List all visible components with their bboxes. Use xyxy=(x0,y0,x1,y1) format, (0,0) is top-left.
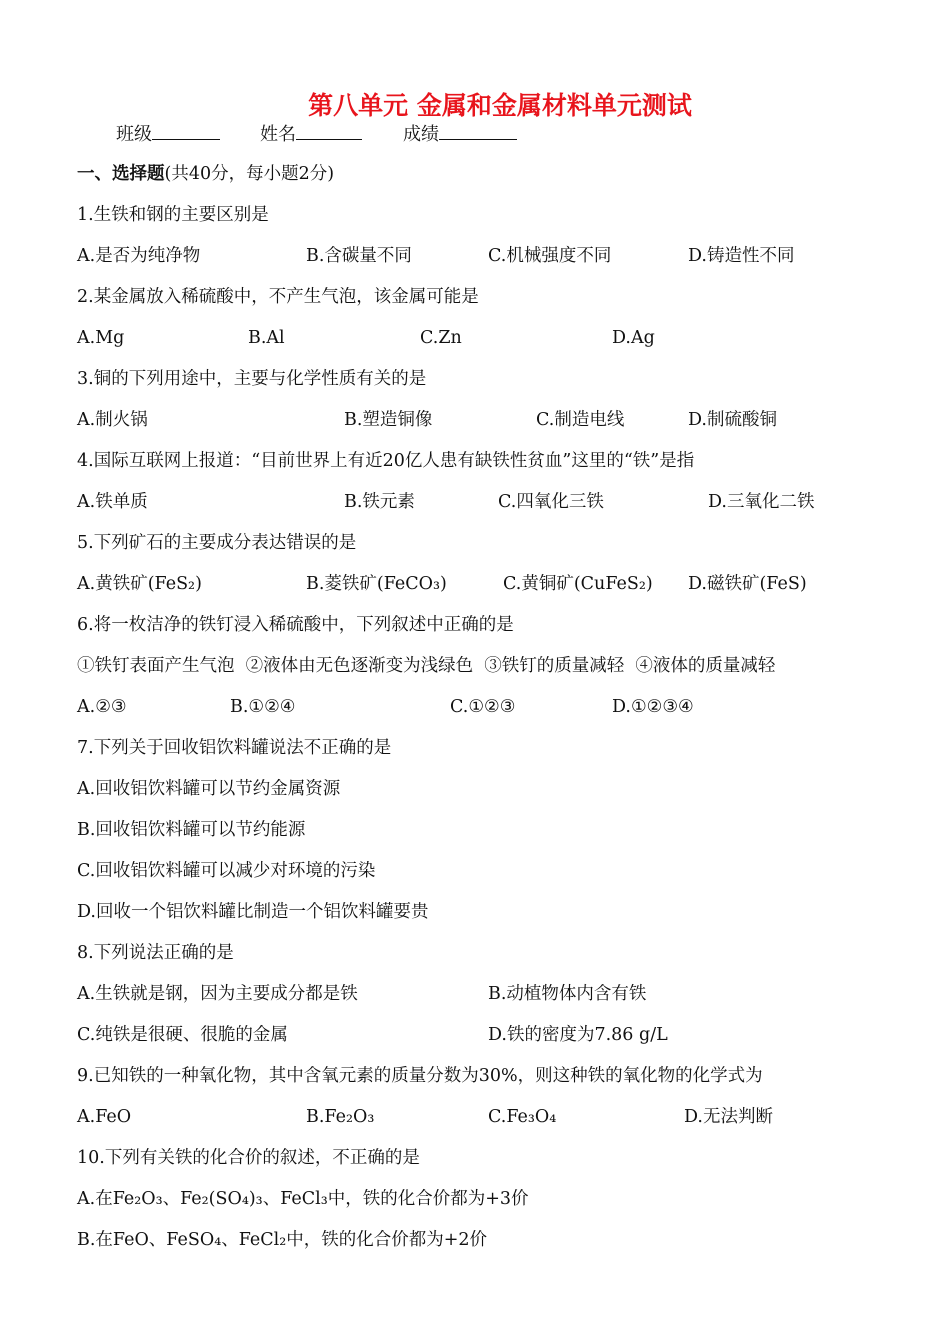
question-option: B.含碳量不同 xyxy=(306,246,412,266)
question-option: C.①②③ xyxy=(450,697,516,717)
question-option: B.在FeO、FeSO₄、FeCl₂中，铁的化合价都为+2价 xyxy=(77,1230,488,1250)
question-option: B.塑造铜像 xyxy=(344,410,433,430)
name-blank[interactable] xyxy=(296,123,362,140)
question-option: D.铁的密度为7.86 g/L xyxy=(488,1025,668,1045)
question-stem: 4.国际互联网上报道：“目前世界上有近20亿人患有缺铁性贫血”这里的“铁”是指 xyxy=(77,451,695,471)
question-option: B.①②④ xyxy=(230,697,296,717)
question-stem: 10.下列有关铁的化合价的叙述，不正确的是 xyxy=(77,1148,420,1168)
class-label: 班级 xyxy=(116,124,152,145)
question-stem: 3.铜的下列用途中，主要与化学性质有关的是 xyxy=(77,369,427,389)
question-option: A.回收铝饮料罐可以节约金属资源 xyxy=(77,779,341,799)
question-option: C.Fe₃O₄ xyxy=(488,1107,557,1127)
question-option: A.在Fe₂O₃、Fe₂(SO₄)₃、FeCl₃中，铁的化合价都为+3价 xyxy=(77,1189,529,1209)
question-option: A.是否为纯净物 xyxy=(77,246,201,266)
question-option: C.回收铝饮料罐可以减少对环境的污染 xyxy=(77,861,376,881)
question-option: B.回收铝饮料罐可以节约能源 xyxy=(77,820,306,840)
question-option: C.Zn xyxy=(420,328,462,348)
question-option: C.黄铜矿(CuFeS₂) xyxy=(503,574,653,594)
question-option: A.②③ xyxy=(77,697,127,717)
question-option: C.制造电线 xyxy=(536,410,625,430)
question-option: D.三氧化二铁 xyxy=(708,492,815,512)
question-option: C.机械强度不同 xyxy=(488,246,612,266)
question-option: D.Ag xyxy=(612,328,655,348)
question-option: D.铸造性不同 xyxy=(688,246,795,266)
question-option: B.Fe₂O₃ xyxy=(306,1107,375,1127)
question-option: C.纯铁是很硬、很脆的金属 xyxy=(77,1025,288,1045)
question-stem: 7.下列关于回收铝饮料罐说法不正确的是 xyxy=(77,738,392,758)
section-heading-row xyxy=(77,162,334,186)
question-option: B.Al xyxy=(248,328,285,348)
question-stem: 9.已知铁的一种氧化物，其中含氧元素的质量分数为30%，则这种铁的氧化物的化学式为 xyxy=(77,1066,763,1086)
question-option: D.回收一个铝饮料罐比制造一个铝饮料罐要贵 xyxy=(77,902,429,922)
question-stem: 6.将一枚洁净的铁钉浸入稀硫酸中，下列叙述中正确的是 xyxy=(77,615,514,635)
question-option: A.黄铁矿(FeS₂) xyxy=(77,574,202,594)
question-option: A.铁单质 xyxy=(77,492,148,512)
question-option: D.制硫酸铜 xyxy=(688,410,777,430)
question-stem: 5.下列矿石的主要成分表达错误的是 xyxy=(77,533,357,553)
name-field xyxy=(260,120,362,146)
class-blank[interactable] xyxy=(152,123,220,140)
question-option: D.无法判断 xyxy=(684,1107,773,1127)
question-option: D.磁铁矿(FeS) xyxy=(688,574,807,594)
question-statements: ①铁钉表面产生气泡 ②液体由无色逐渐变为浅绿色 ③铁钉的质量减轻 ④液体的质量减轻 xyxy=(77,656,776,676)
score-blank[interactable] xyxy=(439,123,517,140)
question-option: C.四氧化三铁 xyxy=(498,492,604,512)
score-label: 成绩 xyxy=(403,124,439,145)
question-option: A.FeO xyxy=(77,1107,132,1127)
question-option: B.动植物体内含有铁 xyxy=(488,984,647,1004)
section-note: (共40分，每小题2分) xyxy=(164,164,335,184)
question-stem: 8.下列说法正确的是 xyxy=(77,943,234,963)
class-field xyxy=(116,120,220,146)
question-stem: 1.生铁和钢的主要区别是 xyxy=(77,205,269,225)
question-option: A.生铁就是钢，因为主要成分都是铁 xyxy=(77,984,358,1004)
question-option: A.制火锅 xyxy=(77,410,148,430)
question-option: B.菱铁矿(FeCO₃) xyxy=(306,574,447,594)
page-title: 第八单元 金属和金属材料单元测试 xyxy=(308,91,692,120)
name-label: 姓名 xyxy=(260,124,296,145)
section-heading: 一、选择题 xyxy=(77,164,165,184)
question-stem: 2.某金属放入稀硫酸中，不产生气泡，该金属可能是 xyxy=(77,287,479,307)
question-option: A.Mg xyxy=(77,328,125,348)
question-option: B.铁元素 xyxy=(344,492,415,512)
question-option: D.①②③④ xyxy=(612,697,694,717)
score-field xyxy=(403,120,517,146)
